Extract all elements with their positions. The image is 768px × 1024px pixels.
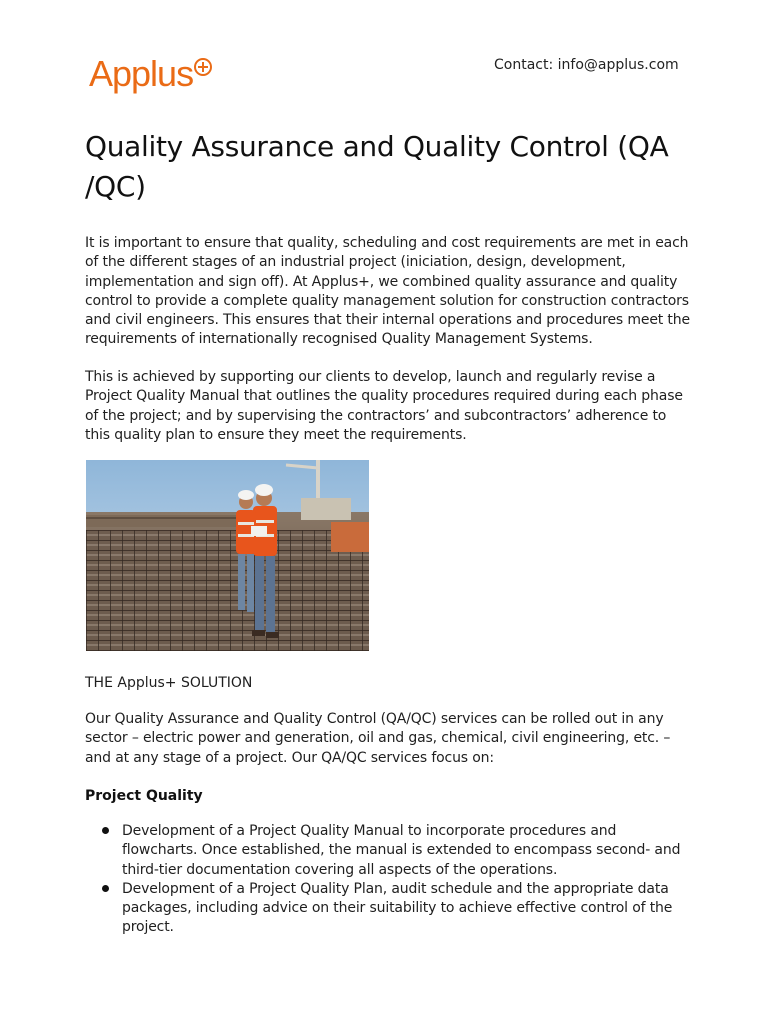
solution-paragraph: Our Quality Assurance and Quality Control (QA/QC) services can be rolled out in any sector – electric power and generation, oil and gas, chemical, civil engineering, etc. – and at any stage of a project. Our QA/QC services focus on: [85, 711, 671, 766]
bullet-icon [102, 885, 109, 892]
project-quality-heading: Project Quality [85, 788, 203, 804]
solution-heading: THE Applus+ SOLUTION [85, 675, 253, 691]
bullet-icon [102, 827, 109, 834]
plus-circle-icon [194, 58, 212, 76]
project-quality-list [85, 822, 685, 938]
site-inspection-photo [86, 460, 369, 651]
list-item [85, 880, 685, 938]
page-title: Quality Assurance and Quality Control (QA /QC) [85, 130, 669, 203]
intro-paragraph-1: It is important to ensure that quality, scheduling and cost requirements are met in each of the different stages of an industrial project (iniciation, design, development, implementation and sign off). At Applus+, we combined quality assurance and quality control to provide a complete quality management solution for construction contractors and civil engineers. This ensures that their internal operations and procedures meet the requirements of internationally recognised Quality Management Systems. [85, 235, 690, 348]
list-item-text: Development of a Project Quality Plan, audit schedule and the appropriate data packages, including advice on their suitability to achieve effective control of the project. [122, 880, 673, 936]
logo-wordmark: Applus [89, 53, 194, 94]
list-item-text: Development of a Project Quality Manual to incorporate procedures and flowcharts. Once established, the manual is extended to encompass second- and third-tier documentation covering all aspects of the operations. [122, 823, 681, 878]
contact-email[interactable]: Contact: info@applus.com [494, 57, 679, 73]
applus-logo [89, 53, 212, 94]
list-item [85, 822, 685, 880]
intro-paragraph-2: This is achieved by supporting our clients to develop, launch and regularly revise a Project Quality Manual that outlines the quality procedures required during each phase of the project; and by supervising the contractors’ and subcontractors’ adherence to this quality plan to ensure they meet the requirements. [85, 369, 683, 443]
